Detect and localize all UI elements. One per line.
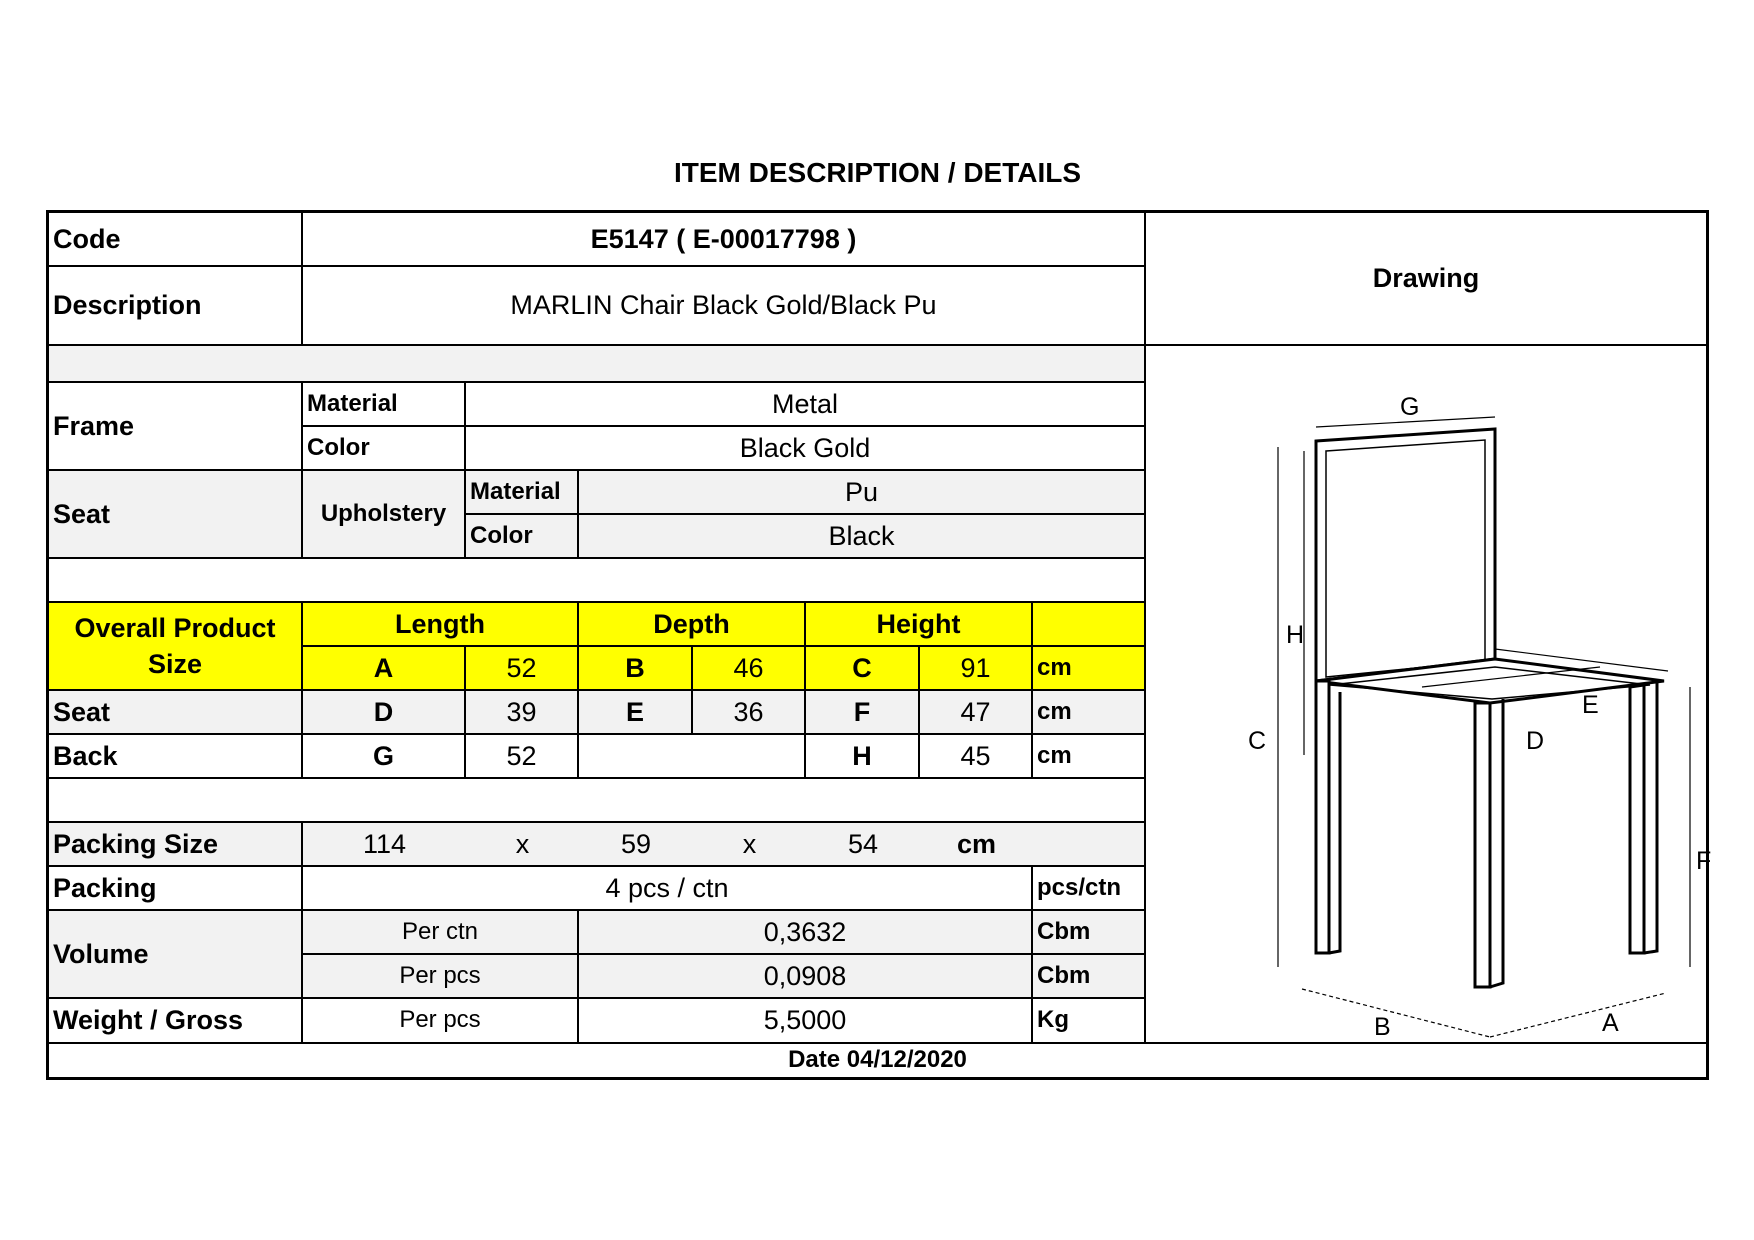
dim-label-b: B [1374, 1013, 1391, 1041]
frame-color-label: Color [303, 427, 466, 471]
seat-label: Seat [49, 471, 303, 559]
dim-e-letter: E [579, 691, 693, 735]
back-dims-label: Back [49, 735, 303, 779]
packing-length: 114 [362, 828, 407, 859]
dim-b-value: 46 [693, 647, 806, 691]
weight-per-label: Per pcs [303, 999, 579, 1044]
date-footer: Date 04/12/2020 [788, 1046, 967, 1074]
volume-pcs-unit: Cbm [1033, 955, 1146, 999]
dim-c-value: 91 [920, 647, 1033, 691]
packing-x-1: x [515, 828, 530, 859]
seat-color-label: Color [466, 515, 579, 559]
description-value: MARLIN Chair Black Gold/Black Pu [303, 267, 1146, 346]
seat-material-label: Material [466, 471, 579, 515]
dim-f-value: 47 [920, 691, 1033, 735]
dim-f-letter: F [806, 691, 920, 735]
packing-value: 4 pcs / ctn [303, 867, 1033, 911]
frame-label: Frame [49, 383, 303, 471]
packing-label: Packing [49, 867, 303, 911]
dim-a-value: 52 [466, 647, 579, 691]
dim-h-value: 45 [920, 735, 1033, 779]
frame-color-value: Black Gold [466, 427, 1146, 471]
packing-width: 59 [620, 828, 652, 859]
code-label: Code [49, 213, 303, 267]
dim-h-letter: H [806, 735, 920, 779]
dim-label-e: E [1582, 691, 1599, 719]
overall-size-label: Overall Product Size [49, 603, 303, 691]
unit-header [1033, 603, 1146, 647]
seat-dims-label: Seat [49, 691, 303, 735]
dim-b-letter: B [579, 647, 693, 691]
packing-size-label: Packing Size [49, 823, 303, 867]
spacer-row [49, 559, 1146, 603]
packing-size-unit: cm [956, 828, 997, 859]
frame-material-value: Metal [466, 383, 1146, 427]
spacer-row [49, 346, 1146, 383]
seat-material-value: Pu [579, 471, 1146, 515]
seat-color-value: Black [579, 515, 1146, 559]
packing-unit: pcs/ctn [1033, 867, 1146, 911]
volume-per-ctn-value: 0,3632 [579, 911, 1033, 955]
dim-a-letter: A [303, 647, 466, 691]
dim-c-letter: C [806, 647, 920, 691]
frame-material-label: Material [303, 383, 466, 427]
dim-label-a: A [1602, 1009, 1619, 1037]
volume-per-ctn-label: Per ctn [303, 911, 579, 955]
volume-ctn-unit: Cbm [1033, 911, 1146, 955]
drawing-header: Drawing [1146, 213, 1706, 346]
code-value: E5147 ( E-00017798 ) [303, 213, 1146, 267]
volume-label: Volume [49, 911, 303, 999]
empty-cell [579, 735, 806, 779]
dim-d-letter: D [303, 691, 466, 735]
packing-size-row [303, 823, 1146, 867]
dim-g-letter: G [303, 735, 466, 779]
dim-d-value: 39 [466, 691, 579, 735]
dim-label-f: F [1696, 847, 1712, 875]
volume-per-pcs-value: 0,0908 [579, 955, 1033, 999]
spec-table [46, 210, 1712, 1080]
height-header: Height [806, 603, 1033, 647]
length-header: Length [303, 603, 579, 647]
weight-label: Weight / Gross [49, 999, 303, 1044]
overall-unit: cm [1033, 647, 1146, 691]
depth-header: Depth [579, 603, 806, 647]
dim-label-d: D [1526, 727, 1545, 755]
page-title: ITEM DESCRIPTION / DETAILS [673, 157, 1082, 188]
dim-e-value: 36 [693, 691, 806, 735]
volume-per-pcs-label: Per pcs [303, 955, 579, 999]
dim-g-value: 52 [466, 735, 579, 779]
dim-label-c: C [1248, 727, 1267, 755]
packing-height: 54 [847, 828, 879, 859]
spacer-row [49, 779, 1146, 823]
dim-label-h: H [1286, 621, 1305, 649]
description-label: Description [49, 267, 303, 346]
weight-unit: Kg [1033, 999, 1146, 1044]
back-dims-unit: cm [1033, 735, 1146, 779]
chair-drawing [1190, 347, 1754, 1043]
weight-value: 5,5000 [579, 999, 1033, 1044]
dim-label-g: G [1400, 393, 1420, 421]
seat-dims-unit: cm [1033, 691, 1146, 735]
packing-x-2: x [742, 828, 757, 859]
seat-upholstery-label: Upholstery [303, 471, 466, 559]
